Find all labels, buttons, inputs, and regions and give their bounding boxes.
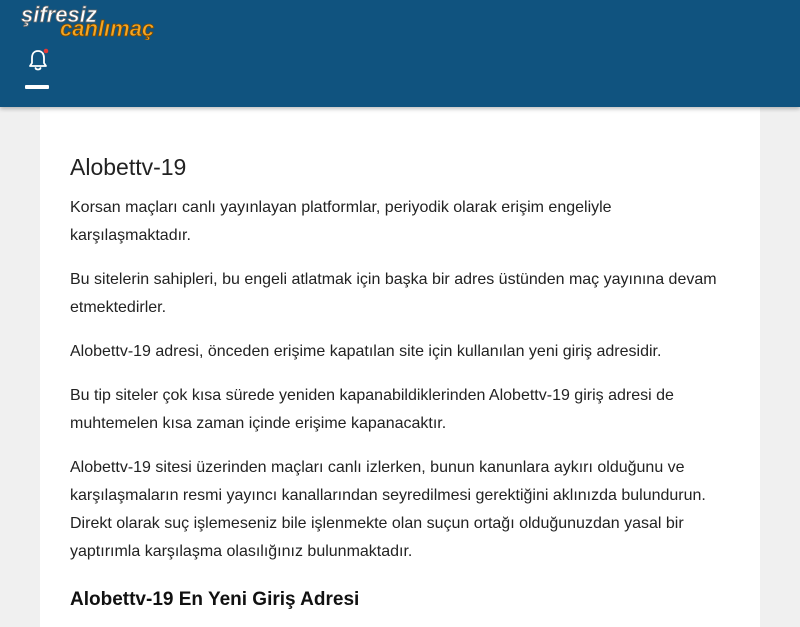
article-paragraph-5: Alobettv-19 sitesi üzerinden maçları canlı izlerken, bunun kanunlara aykırı olduğunu ve karşılaşmaların resmi yayıncı kanallarından seyredilmesi gerektiğini aklınızda bulundurun. Direkt olarak suç işlemeseniz bile işlenmekte olan suçun ortağı olduğunuzdan yasal bir yaptırımla karşılaşma olasılığınız bulunmaktadır. xyxy=(70,459,706,560)
article xyxy=(70,150,730,614)
logo-text-bottom: canlımaç xyxy=(60,16,155,40)
article-paragraph-1: Korsan maçları canlı yayınlayan platformlar, periyodik olarak erişim engeliyle karşılaşmaktadır. xyxy=(70,199,612,244)
site-header xyxy=(0,0,800,107)
article-paragraph-2: Bu sitelerin sahipleri, bu engeli atlatmak için başka bir adres üstünden maç yayınına devam etmektedirler. xyxy=(70,271,717,316)
article-paragraph-4: Bu tip siteler çok kısa sürede yeniden kapanabildiklerinden Alobettv-19 giriş adresi de muhtemelen kısa zaman içinde erişime kapanacaktır. xyxy=(70,387,674,432)
menu-bar xyxy=(25,85,49,89)
article-paragraph-3: Alobettv-19 adresi, önceden erişime kapatılan site için kullanılan yeni giriş adresidir. xyxy=(70,343,662,360)
hamburger-menu-icon[interactable] xyxy=(25,85,49,93)
logo-text-top: şifresiz xyxy=(21,2,97,27)
bell-icon xyxy=(27,48,49,72)
page-title: Alobettv-19 xyxy=(70,154,187,180)
logo-graphic xyxy=(20,2,166,40)
section-heading: Alobettv-19 En Yeni Giriş Adresi xyxy=(70,589,360,610)
notification-dot xyxy=(44,49,49,54)
notification-bell-icon[interactable] xyxy=(27,48,49,72)
site-logo[interactable] xyxy=(20,2,166,40)
